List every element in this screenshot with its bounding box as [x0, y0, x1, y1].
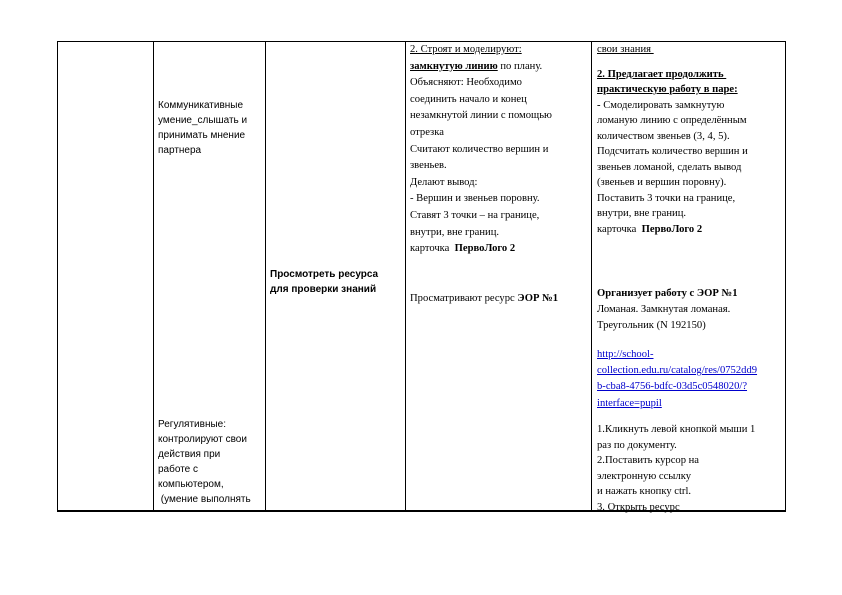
item2-heading: 2. Строят и моделируют: [410, 44, 522, 55]
task-line: внутри, вне границ. [597, 208, 687, 219]
communicative-line: партнера [158, 145, 202, 156]
task-line: (звеньев и вершин поровну). [597, 177, 727, 188]
activity-line: Ставят 3 точки – на границе, [410, 209, 540, 221]
stage-title-line: для проверки знаний [270, 284, 377, 295]
activity-line: Делают вывод: [410, 176, 478, 188]
regulative-line: компьютером, [158, 479, 224, 490]
step-line: и нажать кнопку ctrl. [597, 486, 692, 497]
item2-plan-line [410, 59, 552, 76]
step-line: электронную ссылку [597, 470, 692, 482]
communicative-line: принимать мнение [158, 130, 246, 141]
resource-link-line[interactable]: http://school- [597, 349, 654, 360]
step-line: 2.Поставить курсор на [597, 455, 700, 466]
resource-link[interactable] [597, 347, 757, 412]
communicative-line: Коммуникативные [158, 100, 244, 111]
regulative-line: работе с [158, 464, 198, 475]
task-line: звеньев ломаной, сделать вывод [597, 161, 742, 173]
activity-line: Считают количество вершин и [410, 143, 549, 155]
table-right-border [785, 41, 786, 512]
closed-line-term: замкнутую линию [410, 60, 498, 72]
communicative-line: умение_слышать и [158, 115, 248, 126]
resource-desc-line: Треугольник (N 192150) [597, 320, 706, 331]
item2-heading-teacher: практическую работу в паре: [597, 84, 738, 95]
step-line: 3. Открыть ресурс [597, 501, 680, 513]
table-left-border [57, 41, 58, 512]
activity-line: внутри, вне границ. [410, 226, 500, 238]
regulative-line: контролируют свои [158, 434, 247, 445]
card-line-teacher [597, 222, 748, 238]
activity-line: соединить начало и конец [410, 93, 527, 105]
resource-link-line[interactable]: collection.edu.ru/catalog/res/0752dd9 [597, 365, 758, 377]
column-divider-2 [265, 41, 266, 512]
resource-prefix: Просматривают ресурс [410, 293, 518, 304]
card-name: ПервоЛого 2 [641, 223, 703, 235]
step-line: 1.Кликнуть левой кнопкой мыши 1 [597, 424, 756, 435]
activity-line: звеньев. [410, 160, 447, 172]
card-line [410, 241, 552, 258]
task-dash: - [597, 99, 604, 111]
regulative-line: действия при [158, 449, 221, 460]
column-divider-4 [591, 41, 592, 512]
regulative-line: Регулятивные: [158, 419, 226, 430]
student-resource-line [410, 291, 558, 307]
column-divider-3 [405, 41, 406, 512]
step-line: раз по документу. [597, 439, 677, 451]
task-line: - Смоделировать замкнутую [597, 99, 725, 111]
task-line: ломаную линию с определённым [597, 115, 747, 126]
student-activity [410, 42, 552, 258]
stage-title [270, 267, 378, 297]
resource-name: ЭОР №1 [517, 293, 559, 304]
task-line: Поставить 3 точки на границе, [597, 192, 736, 204]
communicative-text [158, 98, 247, 158]
activity-line: Объясняют: Необходимо [410, 77, 522, 89]
regulative-text [158, 417, 251, 507]
resource-desc-line: Ломаная. Замкнутая ломаная. [597, 304, 731, 315]
item2-heading-teacher: 2. Предлагает продолжить [597, 68, 727, 80]
task-line: количеством звеньев (3, 4, 5). [597, 130, 730, 142]
teacher-activity [597, 42, 748, 237]
plan-text: по плану. [497, 60, 543, 72]
task-line: Подсчитать количество вершин и [597, 146, 748, 157]
steps-block [597, 422, 755, 515]
card-prefix: карточка [597, 223, 642, 235]
activity-line: отрезка [410, 126, 444, 138]
activity-line: незамкнутой линии с помощью [410, 110, 552, 122]
resource-link-line[interactable]: b-cba8-4756-bdfc-03d5c0548020/? [597, 381, 748, 393]
resource-link-line[interactable]: interface=pupil [597, 397, 662, 409]
card-name: ПервоЛого 2 [454, 243, 516, 255]
card-prefix: карточка [410, 243, 455, 255]
column-divider-1 [153, 41, 154, 512]
activity-line: - Вершин и звеньев поровну. [410, 193, 540, 205]
organize-heading: Организует работу с ЭОР №1 [597, 288, 738, 299]
top-fragment: свои знания [597, 44, 654, 55]
stage-title-line: Просмотреть ресурса [270, 269, 379, 280]
regulative-line: (умение выполнять [158, 494, 251, 505]
organize-block [597, 286, 738, 334]
